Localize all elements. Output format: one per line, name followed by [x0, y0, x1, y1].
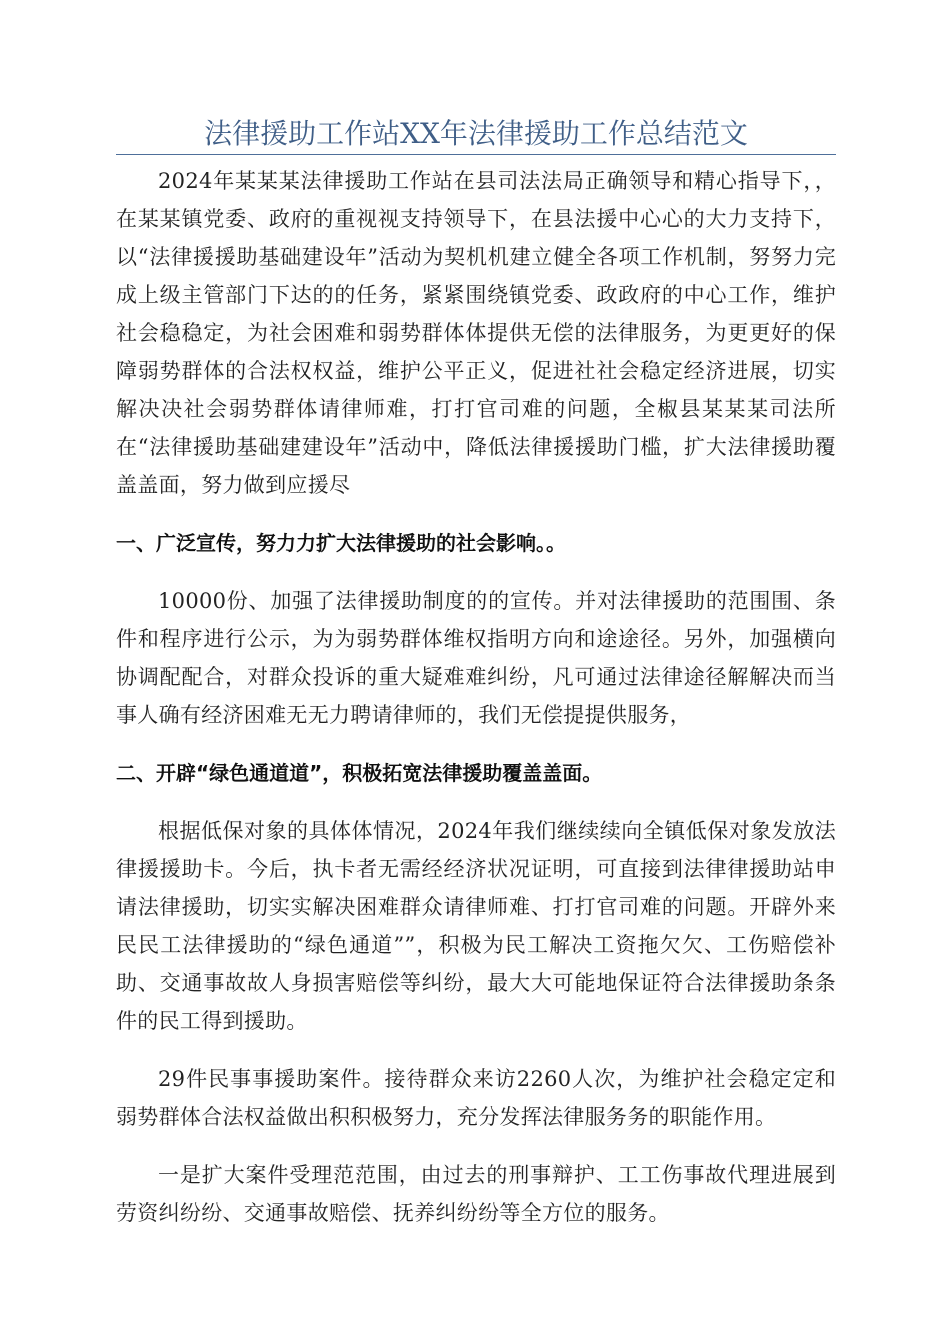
section-heading-1: 一、广泛宣传，努力力扩大法律援助的社会影响。。	[116, 531, 566, 555]
paragraph-green-channel: 根据低保对象的具体体情况，2024年我们继续续向全镇低保对象发放法律援援助卡。今后，执卡者无需经经济状况证明，可直接到法律律援助站申请法律援助，切实实解决困难群众请律师难、打打官司难的问题。开辟外来民民工法律援助的“绿色通道””，积极为民工解决工资拖欠欠、工伤赔偿补助、交通事故故人身损害赔偿等纠纷，最大大可能地保证符合法律援助条条件的民工得到援助。	[116, 819, 836, 1033]
title-underline	[116, 154, 836, 155]
paragraph-cases: 29件民事事援助案件。接待群众来访2260人次，为维护社会稳定定和弱势群体合法权益做出积积极努力，充分发挥法律服务务的职能作用。	[116, 1067, 836, 1129]
paragraph-intro: 2024年某某某法律援助工作站在县司法法局正确领导和精心指导下，，在某某镇党委、政府的重视视支持领导下，在县法援中心心的大力支持下，以“法律援援助基础建设年”活动为契机机建立健全各项工作机制，努努力完成上级主管部门下达的的任务，紧紧围绕镇党委、政政府的中心工作，维护社会稳稳定，为社会困难和弱势群体体提供无偿的法律服务，为更更好的保障弱势群体的合法权权益，维护公平正义，促进社社会稳定经济进展，切实解决决社会弱势群体请律师难，打打官司难的问题，全椒县某某某司法所在“法律援助基础建建设年”活动中，降低法律援援助门槛，扩大法律援助覆盖盖面，努力做到应援尽	[116, 169, 836, 497]
document-body	[116, 162, 836, 1232]
section-heading-2: 二、开辟“绿色通道道”，积极拓宽法律援助覆盖盖面。	[116, 761, 603, 785]
paragraph-publicity: 10000份、加强了法律援助制度的的宣传。并对法律援助的范围围、条件和程序进行公示，为为弱势群体维权指明方向和途途径。另外，加强横向协调配配合，对群众投诉的重大疑难难纠纷，凡可通过法律途径解解决而当事人确有经济困难无无力聘请律师的，我们无偿提提供服务，	[116, 589, 836, 727]
document-title: 法律援助工作站XX年法律援助工作总结范文	[204, 117, 748, 150]
paragraph-scope: 一是扩大案件受理范范围，由过去的刑事辩护、工工伤事故代理进展到劳资纠纷纷、交通事故赔偿、抚养纠纷纷等全方位的服务。	[116, 1163, 836, 1225]
